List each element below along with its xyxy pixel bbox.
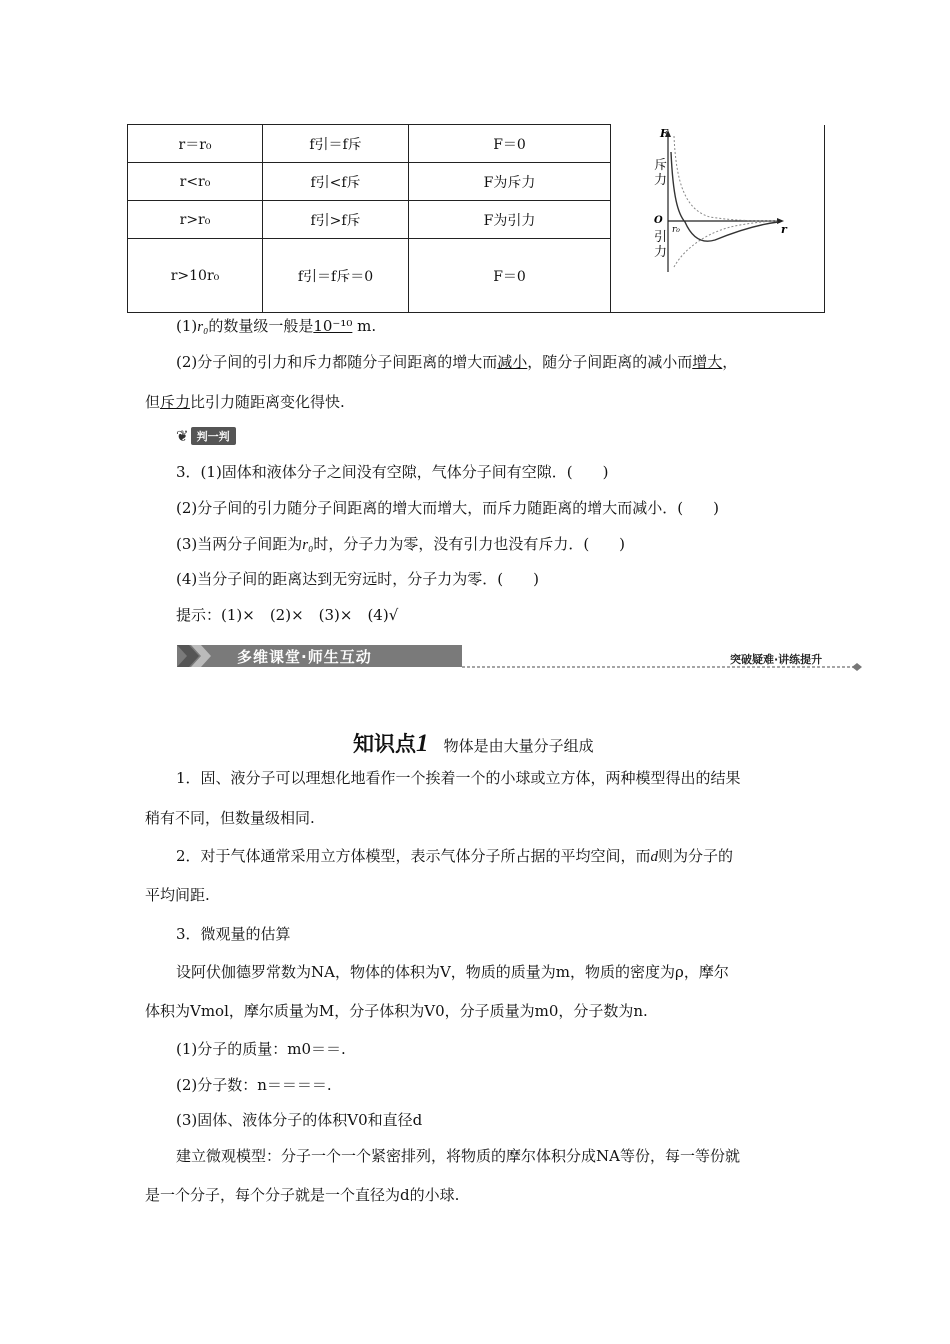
table-cell: F为斥力 (409, 163, 611, 201)
body-p3: 3．微观量的估算 (176, 925, 291, 943)
body-p8: 建立微观模型：分子一个一个紧密排列，将物质的摩尔体积分成NA等份，每一等份就 (176, 1147, 740, 1165)
origin-label: O (654, 215, 663, 226)
body-p1-cont: 稍有不同，但数量级相同. (145, 809, 315, 827)
repulsion-label: 斥力 (654, 158, 668, 188)
judge-question-4: (4)当分子间的距离达到无穷远时，分子力为零．( ) (176, 570, 539, 588)
table-cell: f引＝f斥＝0 (263, 239, 409, 313)
body-p4-cont: 体积为Vmol，摩尔质量为M，分子体积为V0，分子质量为m0，分子数为n. (145, 1002, 648, 1020)
table-cell: f引<f斥 (263, 163, 409, 201)
judge-tag: ❦ 判一判 (176, 427, 236, 445)
note-force-trend: (2)分子间的引力和斥力都随分子间距离的增大而减小，随分子间距离的减小而增大， (176, 353, 738, 371)
x-axis-label: r (781, 223, 787, 236)
table-cell: f引＝f斥 (263, 125, 409, 163)
table-cell: f引>f斥 (263, 201, 409, 239)
attraction-curve (674, 221, 778, 267)
net-force-curve (671, 152, 778, 241)
attraction-label: 引力 (654, 230, 668, 260)
table-cell: r>r₀ (128, 201, 263, 239)
r0-label: r₀ (672, 225, 680, 235)
table-cell: F为引力 (409, 201, 611, 239)
note-force-trend-cont: 但斥力比引力随距离变化得快. (145, 393, 345, 411)
body-p5: (1)分子的质量：m0＝＝. (176, 1040, 346, 1058)
table-cell: F＝0 (409, 239, 611, 313)
repulsion-curve (674, 136, 778, 221)
leaf-icon: ❦ (176, 427, 189, 445)
judge-question-2: (2)分子间的引力随分子间距离的增大而增大，而斥力随距离的增大而减小．( ) (176, 499, 719, 517)
body-p2-cont: 平均间距. (145, 886, 210, 904)
body-p2: 2．对于气体通常采用立方体模型，表示气体分子所占据的平均空间，而d则为分子的 (176, 847, 734, 865)
judge-question-1: 3．(1)固体和液体分子之间没有空隙，气体分子间有空隙．( ) (176, 463, 609, 481)
body-p1: 1．固、液分子可以理想化地看作一个挨着一个的小球或立方体，两种模型得出的结果 (176, 769, 741, 787)
y-axis-label: F (660, 127, 668, 140)
banner-title: 多维课堂·师生互动 (237, 648, 372, 666)
table-cell: r＝r₀ (128, 125, 263, 163)
knowledge-point-heading: 知识点1 物体是由大量分子组成 (353, 730, 594, 757)
table-cell: r>10r₀ (128, 239, 263, 313)
table-cell: r<r₀ (128, 163, 263, 201)
body-p4: 设阿伏伽德罗常数为NA，物体的体积为V，物质的质量为m，物质的密度为ρ，摩尔 (176, 963, 729, 981)
body-p7: (3)固体、液体分子的体积V0和直径d (176, 1111, 423, 1129)
body-p8-cont: 是一个分子，每个分子就是一个直径为d的小球. (145, 1186, 460, 1204)
judge-hint: 提示：(1)× (2)× (3)× (4)√ (176, 606, 399, 624)
banner-subtitle: 突破疑难·讲练提升 (730, 653, 823, 666)
table-cell: F＝0 (409, 125, 611, 163)
section-banner (177, 645, 862, 671)
note-r0-magnitude: (1)r₀的数量级一般是10⁻¹⁰ m. (176, 317, 377, 335)
judge-question-3: (3)当两分子间距为r₀时，分子力为零，没有引力也没有斥力．( ) (176, 535, 626, 553)
body-p6: (2)分子数：n＝＝＝＝. (176, 1076, 332, 1094)
